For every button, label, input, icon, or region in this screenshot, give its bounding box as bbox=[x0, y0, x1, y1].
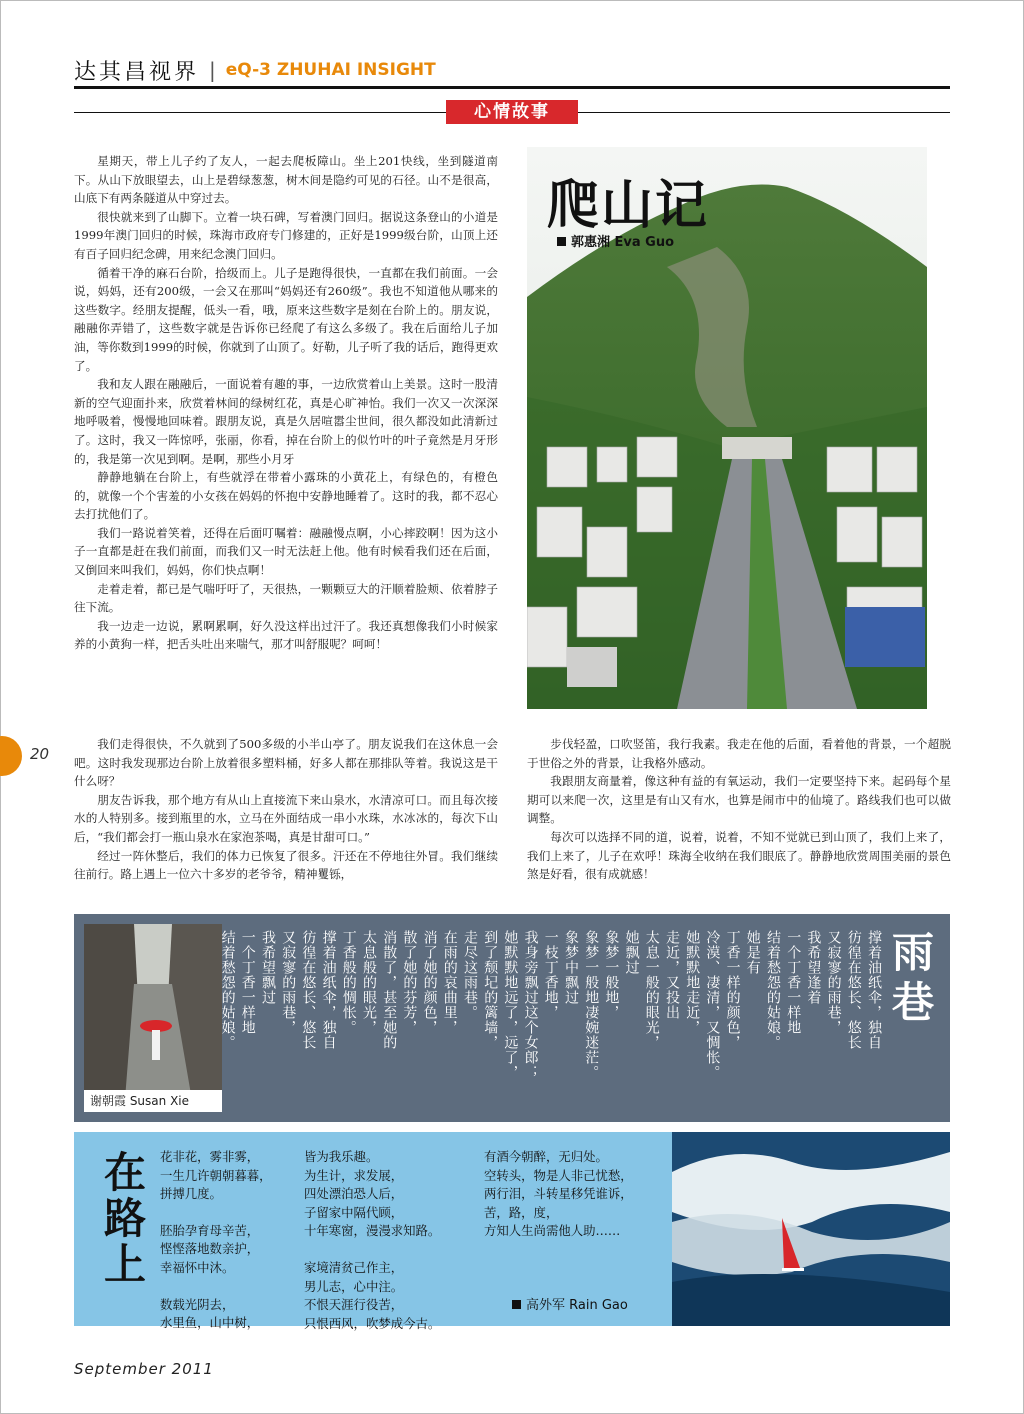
poem1-line: 一个丁香一样地 bbox=[239, 930, 256, 1035]
poem2-column-3 bbox=[484, 1148, 664, 1241]
poem2-line: 有酒今朝醉，无归处。 bbox=[484, 1149, 608, 1164]
mountain-photo bbox=[527, 147, 927, 709]
poem1-line: 她是有 bbox=[744, 930, 761, 975]
poem1-line: 一个丁香一样地 bbox=[785, 930, 802, 1035]
poem-on-the-road-box bbox=[74, 1132, 950, 1331]
poem1-line: 象梦一般地， bbox=[603, 930, 620, 1020]
article-paragraph: 很快就来到了山脚下。立着一块石碑，写着澳门回归。据说这条登山的小道是1999年澳门回归的时候，珠海市政府专门修建的，正好是1999级台阶，山顶上还有百子回归纪念碑，用来纪念澳门回归。 bbox=[74, 209, 498, 261]
poem1-line: 彷徨在悠长、悠长 bbox=[300, 930, 317, 1050]
poem2-line: 花非花，雾非雾， bbox=[160, 1149, 260, 1164]
poem2-line: 拼搏几度。 bbox=[160, 1186, 222, 1202]
poem2-line: 苦，路，度， bbox=[484, 1204, 559, 1220]
windsurf-wave-image bbox=[672, 1132, 950, 1326]
poem1-line: 象梦中飘过 bbox=[563, 930, 579, 1005]
poem2-author: 高外军 Rain Gao bbox=[526, 1298, 628, 1313]
poem2-title: 在路上 bbox=[98, 1150, 147, 1288]
masthead-separator: | bbox=[209, 58, 216, 82]
poem1-line: 她默默地远了，远了， bbox=[502, 930, 519, 1080]
umbrella-woman-image bbox=[84, 924, 222, 1112]
poem1-line: 结着愁怨的姑娘。 bbox=[765, 930, 781, 1050]
poem1-line: 丁香般的惆怅。 bbox=[340, 930, 357, 1035]
poem1-author: 谢朝霞 Susan Xie bbox=[90, 1094, 190, 1108]
header-rule bbox=[74, 86, 950, 89]
stanza-gap bbox=[304, 1241, 474, 1259]
poem2-line: 空转头，物是人非己忧愁， bbox=[484, 1167, 633, 1183]
poem1-byline bbox=[84, 1090, 222, 1112]
article-paragraph: 经过一阵休整后，我们的体力已恢复了很多。汗还在不停地往外冒。我们继续往前行。路上遇上一位六十多岁的老爷爷，精神矍铄， bbox=[74, 848, 498, 882]
poem1-line: 在雨的哀曲里， bbox=[441, 930, 458, 1035]
article-paragraph: 每次可以选择不同的道，说着，说着，不知不觉就已到山顶了，我们上来了，我们上来了，儿子在欢呼！珠海全收纳在我们眼底了。静静地欣赏周围美丽的景色煞是好看，很有成就感！ bbox=[527, 829, 951, 882]
poem2-line: 家境清贫己作主， bbox=[304, 1259, 404, 1275]
poem2-line: 十年寒窗，漫漫求知路。 bbox=[304, 1223, 441, 1239]
poem2-line: 只恨西风，吹梦成今古。 bbox=[304, 1315, 441, 1331]
article-paragraph: 我跟朋友商量着，像这种有益的有氧运动，我们一定要坚持下来。起码每个星期可以来爬一次，这里是有山又有水，也算是闹市中的仙境了。路线我们也可以做调整。 bbox=[527, 774, 951, 826]
poem1-line: 冷漠、凄清，又惆怅。 bbox=[704, 930, 721, 1080]
poem1-title: 雨巷 bbox=[886, 930, 935, 1030]
poem1-line: 又寂寥的雨巷， bbox=[825, 930, 842, 1035]
poem1-line: 消散了，甚至她的 bbox=[381, 930, 398, 1050]
article-paragraph: 我们走得很快，不久就到了500多级的小半山亭了。朋友说我们在这休息一会吧。这时我发现那边台阶上放着很多塑料桶，好多人都在那排队等着。我说这是干什么呀？ bbox=[74, 737, 498, 789]
poem1-line: 又寂寥的雨巷， bbox=[280, 930, 297, 1035]
poem1-line: 撑着油纸伞，独自 bbox=[866, 930, 882, 1050]
article-byline bbox=[557, 231, 674, 250]
article-paragraph: 静静地躺在台阶上，有些就浮在带着小露珠的小黄花上，有绿色的，有橙色的，就像一个个害羞的小女孩在妈妈的怀抱中安静地睡着了。这时的我，都不忍心去打扰他们了。 bbox=[74, 470, 498, 522]
section-tag: 心情故事 bbox=[446, 100, 578, 124]
poem1-line: 到了颓圮的篱墙， bbox=[482, 930, 499, 1050]
windsurfer-photo bbox=[672, 1132, 950, 1326]
article-author: 郭惠湘 Eva Guo bbox=[571, 235, 675, 250]
poem2-line: 数载光阴去， bbox=[160, 1296, 235, 1312]
poem2-column-1 bbox=[160, 1148, 294, 1333]
article-column-1-lower bbox=[74, 735, 498, 884]
poem1-line: 象梦一般地凄婉迷茫。 bbox=[583, 930, 600, 1080]
poem2-line: 为生计，求发展， bbox=[304, 1167, 404, 1183]
poem1-line: 太息一般的眼光， bbox=[643, 930, 660, 1050]
stanza-gap bbox=[160, 1278, 294, 1296]
poem1-line: 我身旁飘过这个女郎； bbox=[522, 930, 539, 1080]
poem2-line: 四处漂泊恐人后， bbox=[304, 1186, 404, 1202]
poem2-line: 水里鱼，山中树， bbox=[160, 1315, 260, 1331]
article-paragraph: 星期天，带上儿子约了友人，一起去爬板障山。坐上201快线，坐到隧道南下。从山下放眼望去，山上是碧绿葱葱，树木间是隐约可见的石径。山不是很高，山底下有两条隧道从中穿过去。 bbox=[74, 154, 498, 206]
poem1-line: 我希望逢着 bbox=[805, 930, 822, 1005]
poem2-line: 胚胎孕育母辛苦， bbox=[160, 1222, 260, 1238]
article-column-1 bbox=[74, 152, 498, 654]
poem1-line: 走尽这雨巷。 bbox=[462, 930, 478, 1020]
poem2-line: 方知人生尚需他人助…… bbox=[484, 1223, 621, 1239]
poem1-line: 丁香一样的颜色， bbox=[724, 930, 741, 1050]
article-paragraph: 我一边走一边说，累啊累啊，好久没这样出过汗了。我还真想像我们小时候家养的小黄狗一样，把舌头吐出来喘气，那才叫舒服呢？呵呵！ bbox=[74, 618, 498, 652]
poem2-line: 幸福怀中沐。 bbox=[160, 1259, 235, 1275]
poem2-column-2 bbox=[304, 1148, 474, 1333]
article-column-2-lower bbox=[527, 735, 951, 884]
masthead-en: eQ-3 ZHUHAI INSIGHT bbox=[225, 60, 436, 80]
poem2-line: 男儿志，心中注。 bbox=[304, 1278, 404, 1294]
article-paragraph: 循着干净的麻石台阶，拾级而上。儿子是跑得很快，一直都在我们前面。一会说，妈妈，还有200级，一会又在那叫“妈妈还有260级”。我也不知道他从哪来的这些数字。经朋友提醒，低头一看，哦，原来这些数字是刻在台阶上的。朋友说，融融你弄错了，这些数字就是告诉你已经爬了有这么多级了。我在后面给儿子加油，等你数到1999的时候，你就到了山顶了。好勒，儿子听了我的话后，跑得更欢了。 bbox=[74, 265, 498, 373]
article-paragraph: 我们一路说着笑着，还得在后面叮嘱着：融融慢点啊，小心摔跤啊！因为这小子一直都是赶在我们前面，而我们又一时无法赶上他。他有时候看我们还在后面，又倒回来叫我们，妈妈，你们快点啊！ bbox=[74, 525, 498, 578]
poem1-line: 一枝丁香地， bbox=[542, 930, 559, 1020]
article-title: 爬山记 bbox=[547, 175, 710, 236]
poem1-line: 走近，又投出 bbox=[664, 930, 680, 1020]
masthead bbox=[74, 54, 436, 86]
poem2-line: 皆为我乐趣。 bbox=[304, 1149, 379, 1164]
article-paragraph: 我和友人跟在融融后，一面说着有趣的事，一边欣赏着山上美景。这时一股清新的空气迎面扑来，欣赏着林间的绿树红花，真是心旷神怡。我们一次又一次深深地呼吸着，慢慢地回味着。跟朋友说，真是久居喧嚣尘世间，很久都没如此清新过了。这时，我又一阵惊呼，张丽，你看，掉在台阶上的似竹叶的叶子竟然是月牙形的，我是第一次见到啊。是啊，那些小月牙 bbox=[74, 377, 498, 466]
stanza-gap bbox=[160, 1204, 294, 1222]
poem2-line: 子留家中隔代顾， bbox=[304, 1204, 404, 1220]
poem2-byline bbox=[512, 1294, 628, 1313]
poem2-line: 不恨天涯行役苦， bbox=[304, 1297, 404, 1313]
poem1-line: 我希望飘过 bbox=[260, 930, 276, 1005]
poem1-line: 彷徨在悠长、悠长 bbox=[845, 930, 862, 1050]
article-paragraph: 朋友告诉我，那个地方有从山上直接流下来山泉水，水清凉可口。而且每次接水的人特别多。接到瓶里的水，立马在外面结成一串小水珠，水冰冰的，每次下山后，“我们都会打一瓶山泉水在家泡茶喝，真是甘甜可口。” bbox=[74, 792, 498, 844]
poem1-line: 她飘过 bbox=[623, 930, 640, 975]
poem2-line: 悭悭落地数亲护， bbox=[160, 1241, 260, 1257]
poem1-line: 结着愁怨的姑娘。 bbox=[219, 930, 236, 1050]
poem1-line: 太息般的眼光， bbox=[361, 930, 377, 1035]
rainy-alley-photo bbox=[84, 924, 222, 1112]
poem2-line: 一生几许朝朝暮暮， bbox=[160, 1167, 272, 1183]
article-paragraph: 步伐轻盈，口吹竖笛，我行我素。我走在他的后面，看着他的背景，一个超脱于世俗之外的背景，让我格外感动。 bbox=[527, 737, 951, 770]
article-paragraph: 走着走着，都已是气喘吁吁了，天很热，一颗颗豆大的汗顺着脸颊、依着脖子往下流。 bbox=[74, 581, 498, 615]
poem1-line: 她默默地走近， bbox=[684, 930, 701, 1035]
issue-date: September 2011 bbox=[74, 1360, 214, 1378]
page-number: 20 bbox=[30, 745, 50, 763]
poem1-line: 消了她的颜色， bbox=[421, 930, 438, 1035]
poem1-line: 撑着油纸伞，独自 bbox=[320, 930, 337, 1050]
poem2-line: 两行泪，斗转星移凭谁诉， bbox=[484, 1186, 633, 1202]
masthead-cn: 达其昌视界 bbox=[74, 59, 200, 85]
poem1-line: 散了她的芬芳， bbox=[401, 930, 418, 1035]
poem-rain-alley-box bbox=[74, 914, 950, 1122]
